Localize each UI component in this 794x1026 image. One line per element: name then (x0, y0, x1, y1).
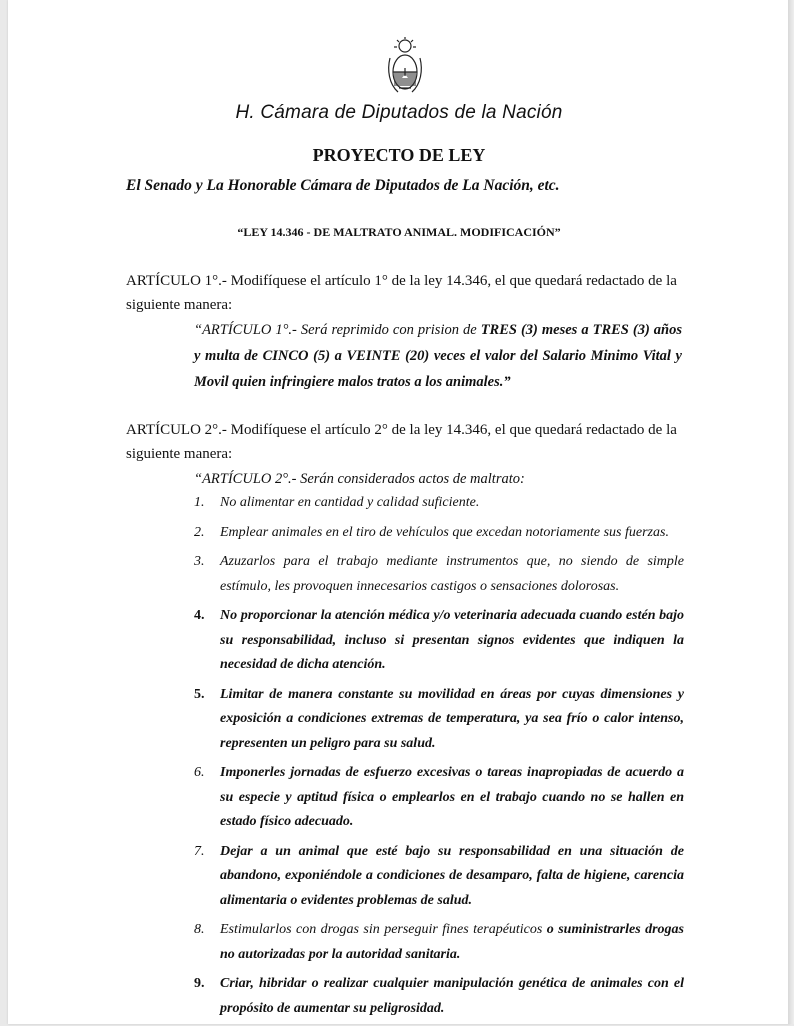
article-1-intro: ARTÍCULO 1°.- Modifíquese el artículo 1° de la ley 14.346, el que quedará redactado de la siguiente manera: (126, 273, 677, 313)
list-item: 9. Criar, hibridar o realizar cualquier manipulación genética de animales con el propósito de aumentar su peligrosidad. (194, 976, 684, 1016)
article-1-quote-penalty: TRES (3) meses a TRES (3) años y multa de CINCO (5) a VEINTE (20) veces el valor del Salario Minimo Vital y Movil quien infringiere malos tratos a los animales.” (194, 322, 682, 390)
chamber-name: H. Cámara de Diputados de la Nación (235, 102, 563, 123)
coat-of-arms-icon (386, 36, 424, 98)
enacting-formula: El Senado y La Honorable Cámara de Diputados de La Nación, etc. (126, 177, 560, 194)
list-item: 3. Azuzarlos para el trabajo mediante instrumentos que, no siendo de simple estímulo, les provoquen innecesarios castigos o sensaciones dolorosas. (194, 554, 684, 594)
law-title: “LEY 14.346 - DE MALTRATO ANIMAL. MODIFICACIÓN” (237, 225, 561, 239)
article-1-quote (194, 317, 682, 395)
maltreatment-list (194, 491, 684, 1026)
list-item: 1. No alimentar en cantidad y calidad suficiente. (194, 495, 480, 510)
article-2-intro: ARTÍCULO 2°.- Modifíquese el artículo 2° de la ley 14.346, el que quedará redactado de la siguiente manera: (126, 422, 677, 462)
list-item: 8. Estimularlos con drogas sin perseguir fines terapéuticos o suministrarles drogas no autorizadas por la autoridad sanitaria. (194, 922, 685, 962)
list-item: 7. Dejar a un animal que esté bajo su responsabilidad en una situación de abandono, exponiéndole a condiciones de desamparo, falta de higiene, carencia alimentaria o evidentes problemas de salud. (194, 843, 684, 908)
list-item: 6. Imponerles jornadas de esfuerzo excesivas o tareas inapropiadas de acuerdo a su especie y aptitud física o emplearlos en el trabajo cuando no se hallen en estado físico adecuado. (194, 765, 684, 829)
list-item: 2. Emplear animales en el tiro de vehículos que excedan notoriamente sus fuerzas. (194, 524, 669, 540)
article-2-quote-intro: “ARTÍCULO 2°.- Serán considerados actos de maltrato: (194, 471, 525, 487)
list-item: 4. No proporcionar la atención médica y/o veterinaria adecuada cuando estén bajo su responsabilidad, incluso si presentan signos evidentes que indiquen la necesidad de dicha atención. (194, 608, 684, 672)
document-page (8, 0, 790, 1024)
article-1-quote-start: “ARTÍCULO 1°.- Será reprimido con prision de (194, 322, 481, 338)
list-item: 5. Limitar de manera constante su movilidad en áreas por cuyas dimensiones y exposición a condiciones extremas de temperatura, ya sea frío o calor intenso, representen un peligro para su salud. (194, 686, 684, 751)
page-edge-shadow (788, 0, 794, 1024)
document-title: PROYECTO DE LEY (312, 145, 486, 165)
